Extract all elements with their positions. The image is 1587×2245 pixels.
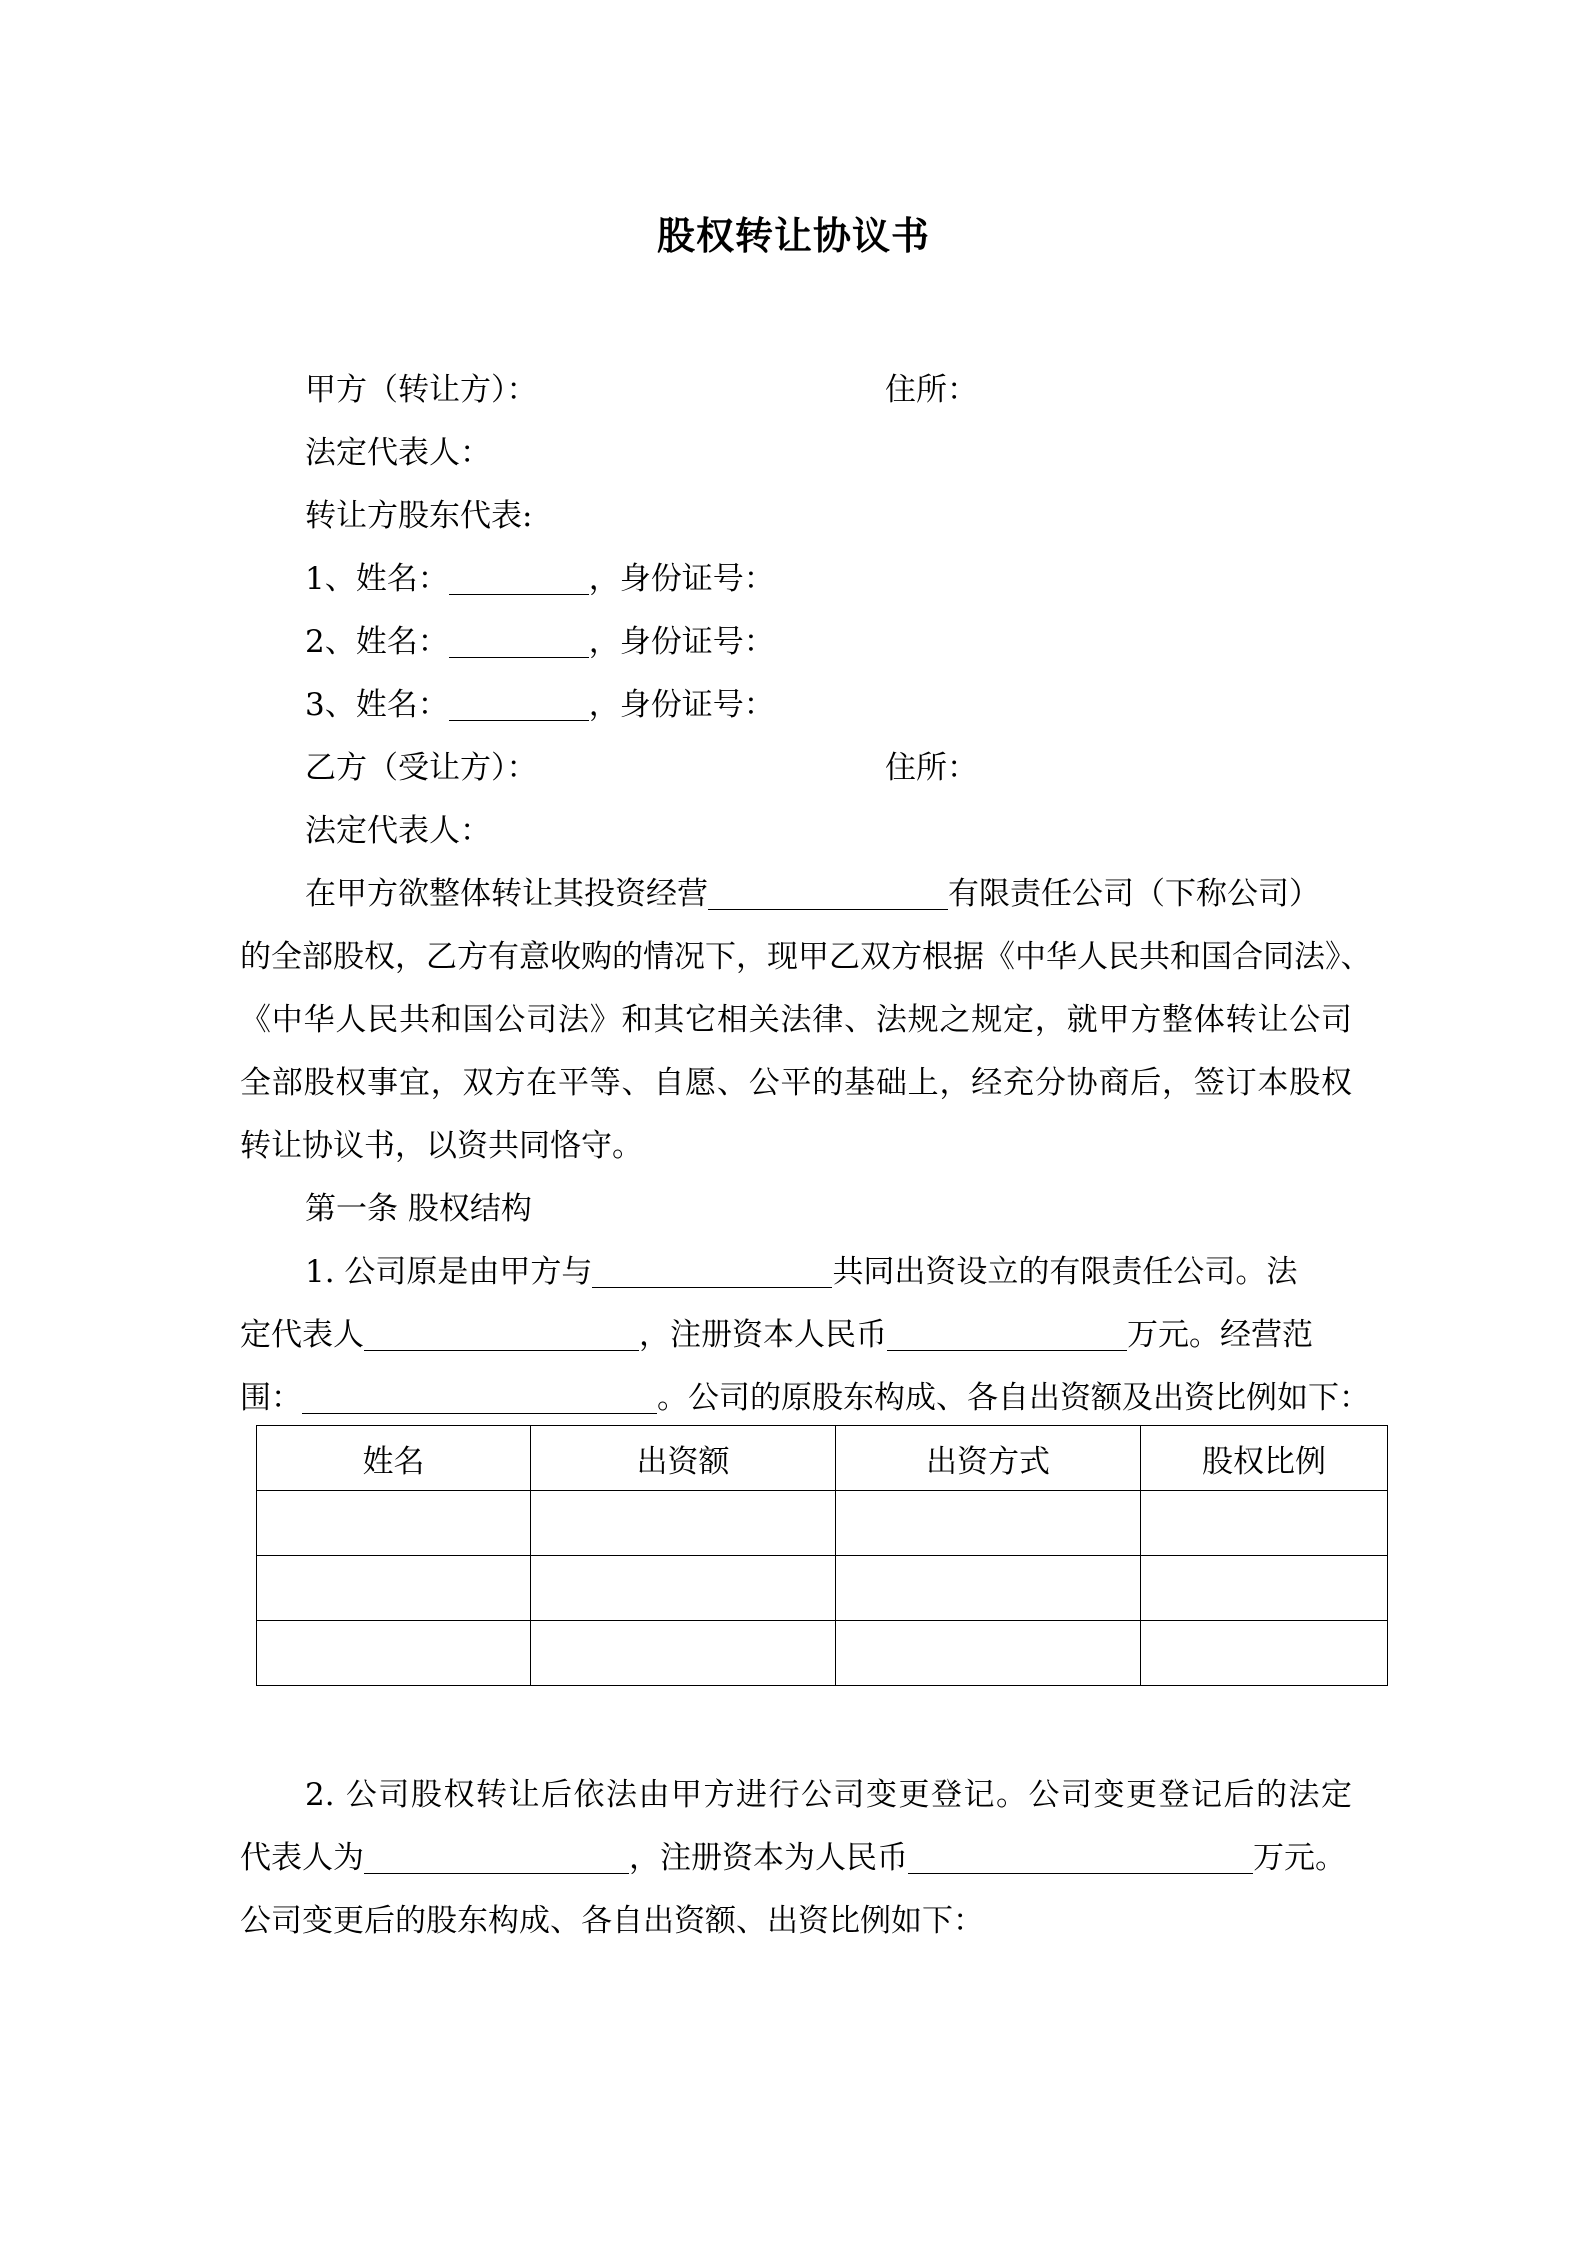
table-cell[interactable] (836, 1556, 1141, 1621)
party-a-label: 甲方（转让方）： (305, 372, 538, 408)
new-capital-blank[interactable] (908, 1843, 1253, 1874)
table-cell[interactable] (836, 1491, 1141, 1556)
clause-1-line-3-b: 。公司的原股东构成、各自出资额及出资比例如下： (657, 1380, 1370, 1416)
clause-2-line-1: 2. 公司股权转让后依法由甲方进行公司变更登记。公司变更登记后的法定 (305, 1777, 1352, 1813)
preamble-line-1 (305, 874, 1320, 914)
shareholder-rep-label: 转让方股东代表: (305, 498, 533, 534)
table-row (257, 1621, 1388, 1686)
table-header-row (257, 1426, 1388, 1491)
table-cell[interactable] (1141, 1556, 1388, 1621)
table-cell[interactable] (257, 1556, 531, 1621)
table-cell[interactable] (1141, 1621, 1388, 1686)
table-cell[interactable] (531, 1556, 836, 1621)
table-cell[interactable] (257, 1621, 531, 1686)
shareholder-1-name-label: 1、姓名： (305, 561, 449, 597)
clause-1-line-1-b: 共同出资设立的有限责任公司。法 (832, 1254, 1298, 1290)
new-legal-rep-blank[interactable] (364, 1843, 629, 1874)
shareholder-1-name-blank[interactable] (449, 564, 589, 595)
shareholder-3-name-label: 3、姓名： (305, 687, 449, 723)
shareholder-row-1 (305, 559, 775, 599)
company-name-blank[interactable] (708, 879, 948, 910)
clause-1-line-2-c: 万元。经营范 (1127, 1317, 1313, 1353)
party-a-legal-rep-label: 法定代表人： (305, 435, 491, 471)
article-1-heading: 第一条 股权结构 (305, 1191, 532, 1227)
shareholder-3-name-blank[interactable] (449, 690, 589, 721)
table-row (257, 1556, 1388, 1621)
clause-2-line-2 (240, 1838, 1346, 1878)
party-b-address-label: 住所： (885, 750, 978, 786)
shareholder-row-3 (305, 685, 775, 725)
clause-2-line-2-b: ，注册资本为人民币 (629, 1840, 908, 1876)
original-shareholders-table (256, 1425, 1388, 1686)
shareholder-2-id-label: ，身份证号： (588, 624, 775, 660)
clause-1-line-3-a: 围： (240, 1380, 302, 1416)
clause-1-line-1-a: 1. 公司原是由甲方与 (305, 1254, 593, 1290)
business-scope-blank[interactable] (302, 1383, 657, 1414)
clause-1-line-1 (305, 1252, 1297, 1292)
shareholder-3-id-label: ，身份证号： (588, 687, 775, 723)
table-header-method: 出资方式 (836, 1426, 1141, 1491)
preamble-line-4: 全部股权事宜，双方在平等、自愿、公平的基础上，经充分协商后，签订本股权 (240, 1065, 1352, 1101)
table-cell[interactable] (531, 1621, 836, 1686)
clause-2-line-2-c: 万元。 (1253, 1840, 1346, 1876)
shareholder-row-2 (305, 622, 775, 662)
table-cell[interactable] (1141, 1491, 1388, 1556)
preamble-line-2: 的全部股权，乙方有意收购的情况下，现甲乙双方根据《中华人民共和国合同法》、 (240, 939, 1372, 975)
table-row (257, 1491, 1388, 1556)
preamble-line-1-b: 有限责任公司（下称公司） (948, 876, 1320, 912)
clause-1-line-2 (240, 1315, 1313, 1355)
shareholder-1-id-label: ，身份证号： (588, 561, 775, 597)
document-title: 股权转让协议书 (656, 213, 930, 258)
table-cell[interactable] (257, 1491, 531, 1556)
preamble-line-1-a: 在甲方欲整体转让其投资经营 (305, 876, 708, 912)
table-header-name: 姓名 (257, 1426, 531, 1491)
preamble-line-5: 转让协议书，以资共同恪守。 (240, 1128, 643, 1164)
preamble-line-3: 《中华人民共和国公司法》和其它相关法律、法规之规定，就甲方整体转让公司 (240, 1002, 1352, 1038)
clause-2-line-3: 公司变更后的股东构成、各自出资额、出资比例如下： (240, 1903, 984, 1939)
table-cell[interactable] (531, 1491, 836, 1556)
shareholder-2-name-blank[interactable] (449, 627, 589, 658)
party-a-address-label: 住所： (885, 372, 978, 408)
original-legal-rep-blank[interactable] (364, 1320, 639, 1351)
party-b-label: 乙方（受让方）： (305, 750, 538, 786)
clause-1-line-3 (240, 1378, 1370, 1418)
co-investor-blank[interactable] (592, 1257, 832, 1288)
shareholder-2-name-label: 2、姓名： (305, 624, 449, 660)
original-capital-blank[interactable] (887, 1320, 1127, 1351)
table-header-amount: 出资额 (531, 1426, 836, 1491)
table-header-ratio: 股权比例 (1141, 1426, 1388, 1491)
clause-2-line-2-a: 代表人为 (240, 1840, 364, 1876)
clause-1-line-2-b: ，注册资本人民币 (639, 1317, 887, 1353)
party-b-legal-rep-label: 法定代表人： (305, 813, 491, 849)
clause-1-line-2-a: 定代表人 (240, 1317, 364, 1353)
table-cell[interactable] (836, 1621, 1141, 1686)
